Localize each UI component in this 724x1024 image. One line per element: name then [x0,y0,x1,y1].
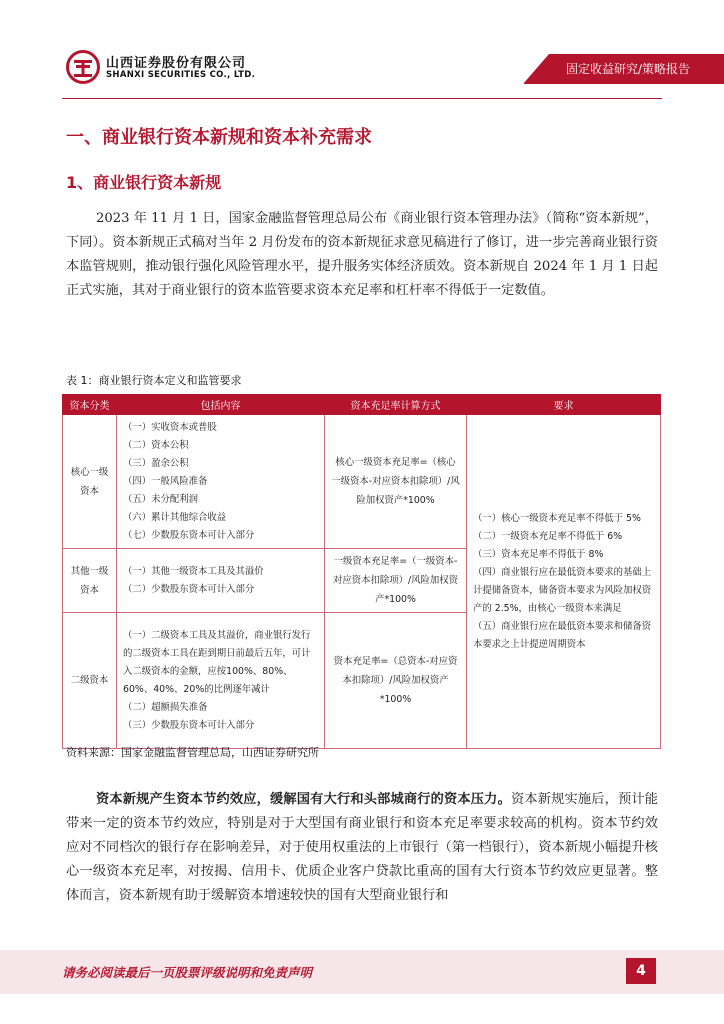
list-item: （七）少数股东资本可计入部分 [123,529,255,541]
list-item: （三）盈余公积 [123,457,189,469]
header-cell: 资本充足率计算方式 [325,395,467,415]
list-item: （一）核心一级资本充足率不得低于 5% [473,512,641,524]
list-item: （三）少数股东资本可计入部分 [123,719,255,731]
list-item: （二）少数股东资本可计入部分 [123,583,255,595]
requirements-cell [467,415,661,749]
list-item: （二）资本公积 [123,439,189,451]
table-title: 表 1：商业银行资本定义和监管要求 [66,374,242,387]
list-item: （四）一般风险准备 [123,475,208,487]
company-name-en: SHANXI SECURITIES CO., LTD. [106,70,256,80]
section-subtitle: 1、商业银行资本新规 [66,173,222,192]
contents-cell [117,613,325,749]
page-number: 4 [626,958,656,984]
list-item: （一）其他一级资本工具及其溢价 [123,565,264,577]
table-source: 资料来源：国家金融监督管理总局，山西证券研究所 [66,746,319,759]
company-logo-icon [66,50,100,84]
list-item: （五）未分配利润 [123,493,199,505]
category-cell: 核心一级资本 [63,415,117,549]
contents-cell [117,415,325,549]
list-item: （一）二级资本工具及其溢价，商业银行发行的二级资本工具在距到期日前最后五年，可计入二级资本的金额，应按100%、80%、60%、40%、20%的比例逐年减计 [123,629,311,695]
calc-cell: 核心一级资本充足率=（核心一级资本-对应资本扣除项）/风险加权资产*100% [325,415,467,549]
list-item: （四）商业银行应在最低资本要求的基础上计提储备资本，储备资本要求为风险加权资产的 2.5%，由核心一级资本来满足 [473,566,652,614]
list-item: （六）累计其他综合收益 [123,511,227,523]
analysis-paragraph [66,788,658,908]
category-cell: 二级资本 [63,613,117,749]
table-header-row [63,395,661,415]
company-name-cn: 山西证券股份有限公司 [106,56,247,71]
header-cell: 包括内容 [117,395,325,415]
page-header [0,0,724,100]
list-item: （一）实收资本或普股 [123,421,217,433]
list-item: （二）超额损失准备 [123,701,208,713]
calc-cell: 资本充足率=（总资本-对应资本扣除项）/风险加权资产*100% [325,613,467,749]
table-row [63,415,661,549]
header-divider [62,98,662,99]
contents-cell [117,549,325,613]
header-cell: 要求 [467,395,661,415]
section-title: 一、商业银行资本新规和资本补充需求 [66,127,372,148]
capital-requirements-table [62,394,661,749]
report-type-banner: 固定收益研究/策略报告 [524,54,724,84]
footer-disclaimer: 请务必阅读最后一页股票评级说明和免责声明 [62,965,313,980]
category-cell: 其他一级资本 [63,549,117,613]
paragraph-lead: 资本新规产生资本节约效应，缓解国有大行和头部城商行的资本压力。 [96,792,511,807]
calc-cell: 一级资本充足率=（一级资本-对应资本扣除项）/风险加权资产*100% [325,549,467,613]
list-item: （二）一级资本充足率不得低于 6% [473,530,623,542]
header-cell: 资本分类 [63,395,117,415]
list-item: （五）商业银行应在最低资本要求和储备资本要求之上计提逆周期资本 [473,620,652,650]
intro-paragraph: 2023 年 11 月 1 日，国家金融监督管理总局公布《商业银行资本管理办法》（简称“资本新规”，下同）。资本新规正式稿对当年 2 月份发布的资本新规征求意见稿进行了修订，进一步完善商业银行资本监管规则，推动银行强化风险管理水平，提升服务实体经济质效。资本新规自 2024 年 1 月 1 日起正式实施，其对于商业银行的资本监管要求资本充足率和杠杆率不得低于一定数值。 [66,211,658,298]
paragraph-body: 资本新规实施后，预计能带来一定的资本节约效应，特别是对于大型国有商业银行和资本充足率要求较高的机构。资本节约效应对不同档次的银行存在影响差异，对于使用权重法的上市银行（第一档银行），资本新规小幅提升核心一级资本充足率，对按揭、信用卡、优质企业客户贷款比重高的国有大行资本节约效应更显著。整体而言，资本新规有助于缓解资本增速较快的国有大型商业银行和 [66,792,658,903]
list-item: （三）资本充足率不得低于 8% [473,548,604,560]
